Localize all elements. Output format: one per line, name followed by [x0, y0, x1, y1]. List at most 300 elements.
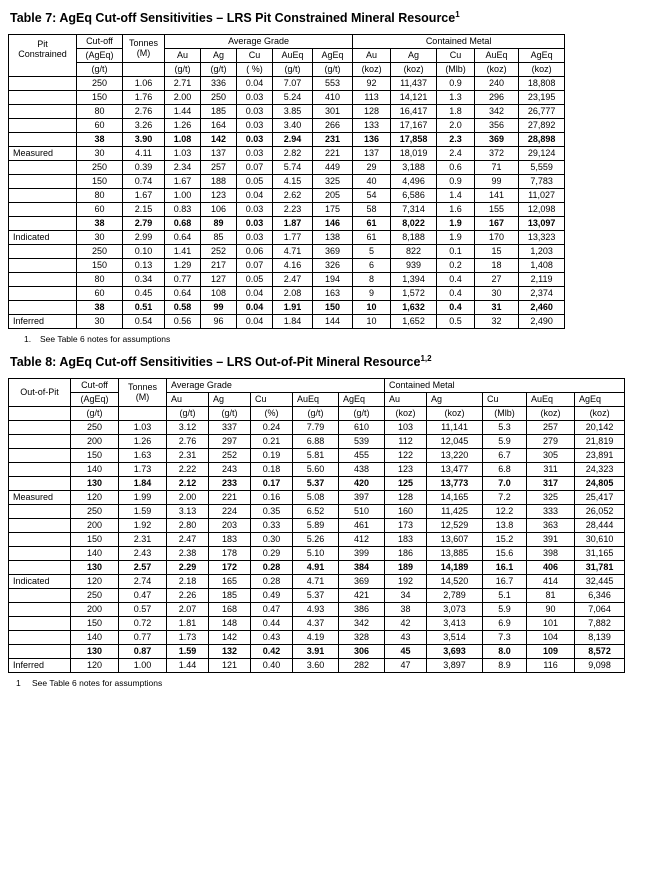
row-cell: 15 — [475, 244, 519, 258]
row-cell: 0.72 — [119, 616, 167, 630]
row-cell: 8.9 — [483, 658, 527, 672]
row-cell: 4.16 — [273, 258, 313, 272]
row-cell: 7.07 — [273, 76, 313, 90]
row-cell: 257 — [201, 160, 237, 174]
row-cell: 2.43 — [119, 546, 167, 560]
row-cell: 369 — [339, 574, 385, 588]
row-category-label — [9, 602, 71, 616]
table7-col-header-category-line2: Constrained — [18, 48, 67, 59]
table-row — [9, 244, 565, 258]
row-cell: 1.73 — [119, 462, 167, 476]
row-cell: 0.03 — [237, 216, 273, 230]
table7-section — [0, 0, 646, 344]
row-cell: 25,417 — [575, 490, 625, 504]
row-cell: 2.82 — [273, 146, 313, 160]
row-category-label — [9, 216, 77, 230]
row-cell: 1.77 — [273, 230, 313, 244]
row-cell: 250 — [71, 420, 119, 434]
row-cell: 0.03 — [237, 146, 273, 160]
row-cell: 121 — [209, 658, 251, 672]
row-cell: 30 — [77, 314, 123, 328]
table-row — [9, 174, 565, 188]
row-cell: 0.03 — [237, 202, 273, 216]
table8-unit-cutoff: (g/t) — [71, 406, 119, 420]
row-cell: 133 — [353, 118, 391, 132]
row-cell: 140 — [71, 630, 119, 644]
row-cell: 1,394 — [391, 272, 437, 286]
row-cell: 0.56 — [165, 314, 201, 328]
row-cell: 2.18 — [167, 574, 209, 588]
row-cell: 333 — [527, 504, 575, 518]
row-category-label — [9, 644, 71, 658]
table7-col-header-tonnes — [123, 34, 165, 62]
row-cell: 61 — [353, 216, 391, 230]
row-cell: 399 — [339, 546, 385, 560]
row-cell: 30 — [475, 286, 519, 300]
row-cell: 137 — [201, 146, 237, 160]
row-cell: 9,098 — [575, 658, 625, 672]
row-cell: 45 — [385, 644, 427, 658]
row-cell: 0.9 — [437, 174, 475, 188]
table7-col-header-grade-ageq: AgEq — [313, 48, 353, 62]
row-cell: 10 — [353, 314, 391, 328]
row-cell: 23,891 — [575, 448, 625, 462]
table8-col-header-metal-ageq: AgEq — [575, 392, 625, 406]
row-category-label — [9, 434, 71, 448]
row-cell: 142 — [209, 630, 251, 644]
table8-unit-tonnes — [119, 406, 167, 420]
row-cell: 11,425 — [427, 504, 483, 518]
table8-unit-metal-cu: (Mlb) — [483, 406, 527, 420]
row-cell: 71 — [475, 160, 519, 174]
row-cell: 189 — [385, 560, 427, 574]
row-cell: 200 — [71, 518, 119, 532]
row-cell: 29 — [353, 160, 391, 174]
row-cell: 279 — [527, 434, 575, 448]
row-cell: 217 — [201, 258, 237, 272]
row-cell: 0.44 — [251, 616, 293, 630]
row-cell: 32,445 — [575, 574, 625, 588]
row-cell: 4,496 — [391, 174, 437, 188]
row-cell: 412 — [339, 532, 385, 546]
table8-col-header-cutoff-unit: (AgEq) — [71, 392, 119, 406]
row-cell: 1.03 — [165, 146, 201, 160]
row-cell: 24,323 — [575, 462, 625, 476]
row-cell: 3,413 — [427, 616, 483, 630]
table7-unit-metal-cu: (Mlb) — [437, 62, 475, 76]
row-cell: 13,773 — [427, 476, 483, 490]
row-cell: 1.87 — [273, 216, 313, 230]
row-cell: 2,119 — [519, 272, 565, 286]
row-cell: 2.79 — [123, 216, 165, 230]
row-cell: 150 — [313, 300, 353, 314]
row-cell: 92 — [353, 76, 391, 90]
row-cell: 38 — [77, 216, 123, 230]
table-row — [9, 532, 625, 546]
table7-unit-grade-cu: ( %) — [237, 62, 273, 76]
table-row — [9, 160, 565, 174]
row-cell: 144 — [313, 314, 353, 328]
row-cell: 183 — [385, 532, 427, 546]
table-row — [9, 630, 625, 644]
row-cell: 20,142 — [575, 420, 625, 434]
table7-col-header-grade-aueq: AuEq — [273, 48, 313, 62]
table-row — [9, 574, 625, 588]
table8-title-text: Table 8: AgEq Cut-off Sensitivities – LRS Out-of-Pit Mineral Resource — [10, 354, 421, 369]
table7-col-header-metal-ageq: AgEq — [519, 48, 565, 62]
row-cell: 203 — [209, 518, 251, 532]
row-cell: 8.0 — [483, 644, 527, 658]
row-cell: 81 — [527, 588, 575, 602]
row-cell: 165 — [209, 574, 251, 588]
row-category-label — [9, 76, 77, 90]
table7-col-header-category — [9, 34, 77, 62]
row-cell: 146 — [313, 216, 353, 230]
table8-unit-grade-ageq: (g/t) — [339, 406, 385, 420]
row-cell: 17,858 — [391, 132, 437, 146]
row-cell: 15.6 — [483, 546, 527, 560]
table7-unit-tonnes — [123, 62, 165, 76]
row-cell: 0.17 — [251, 476, 293, 490]
table8-header-row-units — [9, 406, 625, 420]
table8-col-header-metal-cu: Cu — [483, 392, 527, 406]
row-cell: 1,408 — [519, 258, 565, 272]
row-cell: 224 — [209, 504, 251, 518]
row-cell: 8 — [353, 272, 391, 286]
row-cell: 136 — [353, 132, 391, 146]
table7-title-superscript: 1 — [455, 10, 460, 19]
row-cell: 231 — [313, 132, 353, 146]
table8-body — [9, 420, 625, 672]
table8-col-header-grade-aueq: AuEq — [293, 392, 339, 406]
row-cell: 5.24 — [273, 90, 313, 104]
row-cell: 16.7 — [483, 574, 527, 588]
row-cell: 5.89 — [293, 518, 339, 532]
row-cell: 0.5 — [437, 314, 475, 328]
row-cell: 0.03 — [237, 230, 273, 244]
table8-unit-grade-ag: (g/t) — [209, 406, 251, 420]
table7-unit-metal-aueq: (koz) — [475, 62, 519, 76]
row-cell: 164 — [201, 118, 237, 132]
row-cell: 301 — [313, 104, 353, 118]
row-cell: 122 — [385, 448, 427, 462]
row-cell: 80 — [77, 104, 123, 118]
row-cell: 155 — [475, 202, 519, 216]
row-category-label — [9, 132, 77, 146]
table7-unit-blank — [9, 62, 77, 76]
table7-col-header-metal-au: Au — [353, 48, 391, 62]
table8-col-header-grade-ageq: AgEq — [339, 392, 385, 406]
row-cell: 24,805 — [575, 476, 625, 490]
table7-col-header-cutoff: Cut-off — [77, 34, 123, 48]
row-cell: 5.3 — [483, 420, 527, 434]
row-cell: 2.00 — [165, 90, 201, 104]
row-category-label — [9, 420, 71, 434]
row-cell: 80 — [77, 188, 123, 202]
row-cell: 1.76 — [123, 90, 165, 104]
row-cell: 31 — [475, 300, 519, 314]
row-cell: 8,139 — [575, 630, 625, 644]
row-cell: 1.8 — [437, 104, 475, 118]
row-cell: 328 — [339, 630, 385, 644]
row-cell: 89 — [201, 216, 237, 230]
row-cell: 461 — [339, 518, 385, 532]
row-cell: 14,121 — [391, 90, 437, 104]
row-cell: 9 — [353, 286, 391, 300]
table8-col-header-grade-ag: Ag — [209, 392, 251, 406]
row-cell: 10 — [353, 300, 391, 314]
row-cell: 250 — [77, 76, 123, 90]
table7-group-header-average-grade: Average Grade — [165, 34, 353, 48]
row-cell: 8,572 — [575, 644, 625, 658]
row-cell: 130 — [71, 644, 119, 658]
table8 — [8, 378, 625, 673]
row-category-label — [9, 448, 71, 462]
row-cell: 282 — [339, 658, 385, 672]
row-cell: 326 — [313, 258, 353, 272]
table8-footnote — [8, 673, 638, 688]
table8-title-superscript: 1,2 — [420, 353, 432, 363]
row-category-label: Measured — [9, 490, 71, 504]
table8-col-header-tonnes — [119, 378, 167, 406]
row-cell: 140 — [71, 546, 119, 560]
row-cell: 13,323 — [519, 230, 565, 244]
row-cell: 120 — [71, 490, 119, 504]
row-cell: 112 — [385, 434, 427, 448]
row-cell: 30 — [77, 230, 123, 244]
row-cell: 3.26 — [123, 118, 165, 132]
row-cell: 406 — [527, 560, 575, 574]
row-cell: 160 — [385, 504, 427, 518]
row-cell: 325 — [313, 174, 353, 188]
row-cell: 120 — [71, 574, 119, 588]
row-cell: 186 — [385, 546, 427, 560]
table7-body — [9, 76, 565, 328]
row-cell: 0.49 — [251, 588, 293, 602]
row-cell: 455 — [339, 448, 385, 462]
table-row — [9, 462, 625, 476]
row-cell: 5.26 — [293, 532, 339, 546]
row-cell: 4.71 — [273, 244, 313, 258]
row-cell: 4.91 — [293, 560, 339, 574]
row-cell: 1.84 — [273, 314, 313, 328]
row-cell: 2.26 — [167, 588, 209, 602]
row-cell: 0.05 — [237, 174, 273, 188]
row-cell: 0.4 — [437, 300, 475, 314]
row-cell: 1.73 — [167, 630, 209, 644]
row-cell: 30,610 — [575, 532, 625, 546]
row-cell: 610 — [339, 420, 385, 434]
row-cell: 200 — [71, 434, 119, 448]
row-cell: 142 — [201, 132, 237, 146]
row-cell: 5.74 — [273, 160, 313, 174]
table7-col-header-tonnes-label: Tonnes — [128, 38, 159, 49]
row-cell: 3,693 — [427, 644, 483, 658]
row-cell: 2.94 — [273, 132, 313, 146]
row-cell: 2.80 — [167, 518, 209, 532]
row-category-label — [9, 188, 77, 202]
row-cell: 0.4 — [437, 272, 475, 286]
row-cell: 150 — [77, 174, 123, 188]
row-cell: 5.9 — [483, 434, 527, 448]
row-cell: 2.47 — [273, 272, 313, 286]
row-cell: 2.00 — [167, 490, 209, 504]
row-cell: 32 — [475, 314, 519, 328]
row-cell: 0.87 — [119, 644, 167, 658]
row-cell: 398 — [527, 546, 575, 560]
table8-group-header-average-grade: Average Grade — [167, 378, 385, 392]
row-cell: 0.03 — [237, 104, 273, 118]
row-cell: 2,374 — [519, 286, 565, 300]
row-cell: 0.39 — [123, 160, 165, 174]
row-cell: 113 — [353, 90, 391, 104]
table8-header-row-1 — [9, 378, 625, 392]
row-cell: 252 — [201, 244, 237, 258]
row-category-label: Indicated — [9, 230, 77, 244]
row-cell: 2,789 — [427, 588, 483, 602]
row-cell: 337 — [209, 420, 251, 434]
row-cell: 822 — [391, 244, 437, 258]
row-category-label — [9, 504, 71, 518]
row-cell: 47 — [385, 658, 427, 672]
row-cell: 28,444 — [575, 518, 625, 532]
table7-col-header-cutoff-unit: (AgEq) — [77, 48, 123, 62]
row-cell: 205 — [313, 188, 353, 202]
row-cell: 369 — [475, 132, 519, 146]
row-cell: 252 — [209, 448, 251, 462]
row-cell: 137 — [353, 146, 391, 160]
table-row — [9, 146, 565, 160]
row-cell: 7,314 — [391, 202, 437, 216]
row-category-label — [9, 462, 71, 476]
table7-col-header-grade-cu: Cu — [237, 48, 273, 62]
row-cell: 31,781 — [575, 560, 625, 574]
table7-col-header-metal-cu: Cu — [437, 48, 475, 62]
row-cell: 250 — [201, 90, 237, 104]
row-cell: 386 — [339, 602, 385, 616]
row-cell: 3.90 — [123, 132, 165, 146]
table-row — [9, 104, 565, 118]
table-row — [9, 602, 625, 616]
row-cell: 18,019 — [391, 146, 437, 160]
row-cell: 3.12 — [167, 420, 209, 434]
table-row — [9, 518, 625, 532]
row-cell: 0.33 — [251, 518, 293, 532]
row-cell: 12.2 — [483, 504, 527, 518]
row-cell: 3.91 — [293, 644, 339, 658]
table-row — [9, 90, 565, 104]
table-row — [9, 588, 625, 602]
row-cell: 4.11 — [123, 146, 165, 160]
row-cell: 130 — [71, 476, 119, 490]
row-cell: 7.0 — [483, 476, 527, 490]
row-cell: 1.44 — [167, 658, 209, 672]
row-cell: 0.1 — [437, 244, 475, 258]
row-cell: 123 — [385, 462, 427, 476]
row-cell: 31,165 — [575, 546, 625, 560]
row-cell: 1.00 — [165, 188, 201, 202]
row-cell: 85 — [201, 230, 237, 244]
table8-section — [0, 344, 646, 688]
row-cell: 6 — [353, 258, 391, 272]
row-cell: 1.03 — [119, 420, 167, 434]
row-category-label: Inferred — [9, 314, 77, 328]
row-cell: 61 — [353, 230, 391, 244]
row-cell: 14,520 — [427, 574, 483, 588]
row-cell: 2.29 — [167, 560, 209, 574]
row-cell: 1.99 — [119, 490, 167, 504]
row-cell: 0.2 — [437, 258, 475, 272]
table7-unit-metal-ag: (koz) — [391, 62, 437, 76]
row-cell: 6,346 — [575, 588, 625, 602]
row-cell: 2.76 — [123, 104, 165, 118]
table-row — [9, 476, 625, 490]
row-cell: 0.04 — [237, 300, 273, 314]
table7-footnote-text: See Table 6 notes for assumptions — [40, 333, 171, 344]
table8-col-header-grade-au: Au — [167, 392, 209, 406]
table-row — [9, 420, 625, 434]
row-cell: 109 — [527, 644, 575, 658]
row-cell: 0.16 — [251, 490, 293, 504]
table7-header — [9, 34, 565, 76]
row-cell: 250 — [71, 504, 119, 518]
table-row — [9, 448, 625, 462]
row-cell: 2.38 — [167, 546, 209, 560]
row-cell: 1.63 — [119, 448, 167, 462]
row-cell: 3.85 — [273, 104, 313, 118]
row-cell: 123 — [201, 188, 237, 202]
row-cell: 17,167 — [391, 118, 437, 132]
row-cell: 99 — [475, 174, 519, 188]
row-cell: 4.19 — [293, 630, 339, 644]
table-row — [9, 272, 565, 286]
row-cell: 127 — [201, 272, 237, 286]
table7-unit-grade-ag: (g/t) — [201, 62, 237, 76]
row-cell: 0.30 — [251, 532, 293, 546]
row-cell: 0.4 — [437, 286, 475, 300]
row-cell: 296 — [475, 90, 519, 104]
row-cell: 3.60 — [293, 658, 339, 672]
row-cell: 5.9 — [483, 602, 527, 616]
row-cell: 0.21 — [251, 434, 293, 448]
row-cell: 221 — [209, 490, 251, 504]
table8-footnote-text: See Table 6 notes for assumptions — [32, 677, 163, 688]
row-cell: 233 — [209, 476, 251, 490]
row-category-label — [9, 174, 77, 188]
row-cell: 2.4 — [437, 146, 475, 160]
table-row — [9, 658, 625, 672]
row-cell: 0.40 — [251, 658, 293, 672]
row-cell: 120 — [71, 658, 119, 672]
row-cell: 0.04 — [237, 286, 273, 300]
row-cell: 5.60 — [293, 462, 339, 476]
row-cell: 0.03 — [237, 118, 273, 132]
row-cell: 27 — [475, 272, 519, 286]
table8-unit-grade-aueq: (g/t) — [293, 406, 339, 420]
row-category-label — [9, 546, 71, 560]
row-cell: 60 — [77, 118, 123, 132]
row-cell: 185 — [201, 104, 237, 118]
row-cell: 163 — [313, 286, 353, 300]
row-cell: 28,898 — [519, 132, 565, 146]
row-cell: 7,882 — [575, 616, 625, 630]
row-cell: 13,607 — [427, 532, 483, 546]
row-cell: 106 — [201, 202, 237, 216]
row-cell: 317 — [527, 476, 575, 490]
row-cell: 38 — [77, 132, 123, 146]
row-cell: 0.45 — [123, 286, 165, 300]
row-cell: 0.06 — [237, 244, 273, 258]
